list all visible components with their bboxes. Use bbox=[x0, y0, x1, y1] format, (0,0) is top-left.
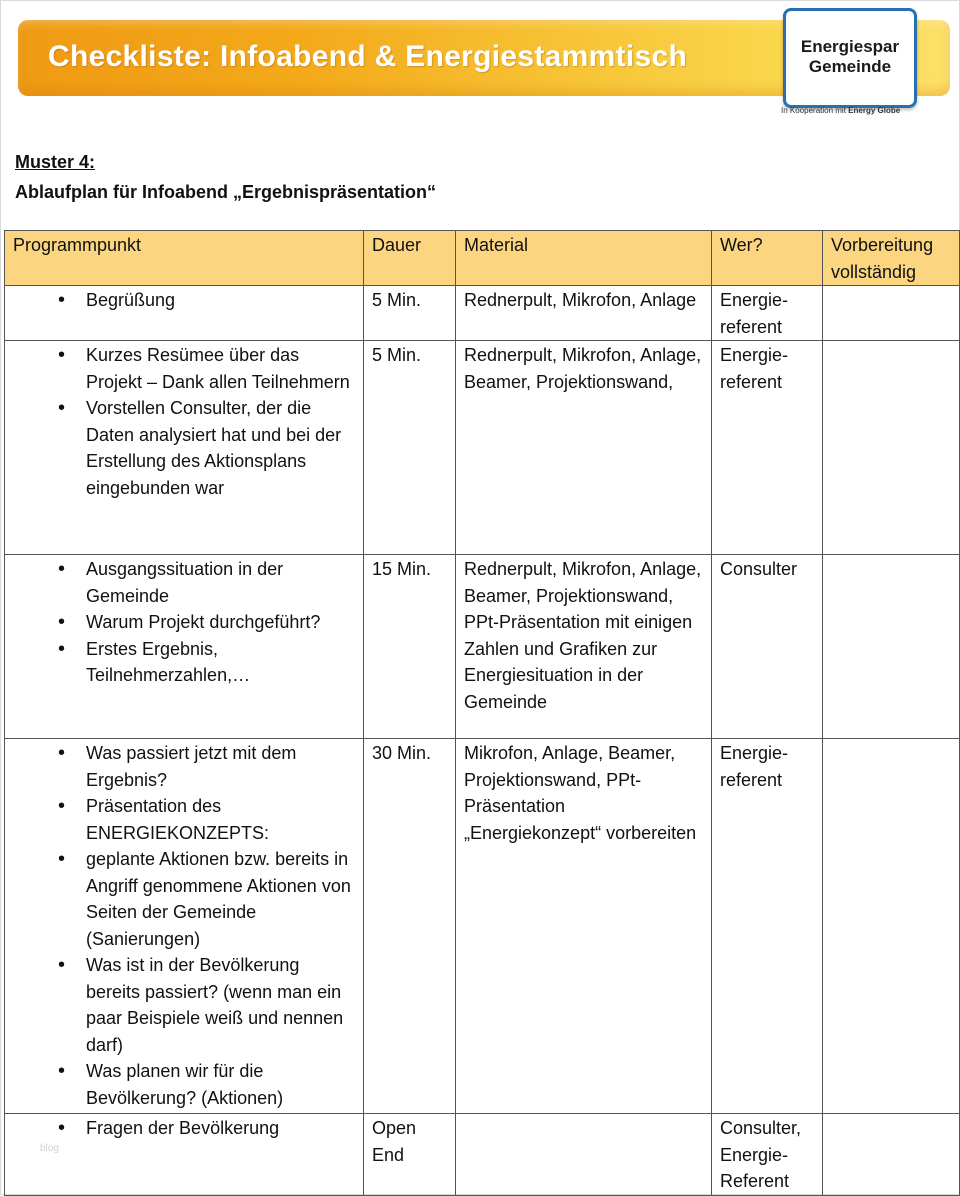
dauer-cell: 15 Min. bbox=[364, 555, 456, 739]
material-cell: Mikrofon, Anlage, Beamer, Projektionswand, PPt-Präsentation „Energiekonzept“ vorbereiten bbox=[456, 739, 712, 1114]
list-item: • Fragen der Bevölkerung bbox=[13, 1115, 355, 1142]
vorbereitung-cell bbox=[823, 1114, 960, 1196]
vorbereitung-cell bbox=[823, 286, 960, 341]
programmpunkt-cell bbox=[5, 739, 364, 1114]
programmpunkt-cell bbox=[5, 1114, 364, 1196]
wer-cell: Energie-referent bbox=[712, 286, 823, 341]
vorbereitung-cell bbox=[823, 739, 960, 1114]
logo-line-1: Energiespar bbox=[800, 37, 900, 56]
dauer-cell: 5 Min. bbox=[364, 341, 456, 555]
banner-title: Checkliste: Infoabend & Energiestammtisch bbox=[48, 40, 688, 73]
logo-line-2: Gemeinde bbox=[808, 57, 892, 76]
programmpunkt-cell bbox=[5, 286, 364, 341]
energiespar-gemeinde-logo bbox=[783, 8, 917, 108]
table-row bbox=[5, 1114, 960, 1196]
wer-cell: Consulter, Energie-Referent bbox=[712, 1114, 823, 1196]
vorbereitung-cell bbox=[823, 555, 960, 739]
wer-cell: Energie-referent bbox=[712, 341, 823, 555]
list-item: • Vorstellen Consulter, der die Daten analysiert hat und bei der Erstellung des Aktionsplans eingebunden war bbox=[13, 395, 355, 501]
list-item: • Warum Projekt durchgeführt? bbox=[13, 609, 355, 636]
material-cell: Rednerpult, Mikrofon, Anlage bbox=[456, 286, 712, 341]
programmpunkt-cell bbox=[5, 341, 364, 555]
table-row bbox=[5, 286, 960, 341]
logo-sub-prefix: In Kooperation mit bbox=[781, 106, 846, 115]
programmpunkt-cell bbox=[5, 555, 364, 739]
list-item: • Präsentation des ENERGIEKONZEPTS: bbox=[13, 793, 355, 846]
dauer-cell: Open End bbox=[364, 1114, 456, 1196]
logo-sub-brand: Energy Globe bbox=[848, 106, 901, 115]
header-dauer: Dauer bbox=[364, 231, 456, 286]
list-item: • Was passiert jetzt mit dem Ergebnis? bbox=[13, 740, 355, 793]
material-cell bbox=[456, 1114, 712, 1196]
watermark: blog bbox=[40, 1143, 59, 1154]
vorbereitung-cell bbox=[823, 341, 960, 555]
wer-cell: Consulter bbox=[712, 555, 823, 739]
header-programmpunkt: Programmpunkt bbox=[5, 231, 364, 286]
header-wer: Wer? bbox=[712, 231, 823, 286]
list-item: • Begrüßung bbox=[13, 287, 355, 314]
list-item: • Was planen wir für die Bevölkerung? (Aktionen) bbox=[13, 1058, 355, 1111]
dauer-cell: 30 Min. bbox=[364, 739, 456, 1114]
muster-label: Muster 4: bbox=[15, 152, 96, 172]
material-cell: Rednerpult, Mikrofon, Anlage, Beamer, Projektionswand, bbox=[456, 341, 712, 555]
header-vorbereitung: Vorbereitung vollständig bbox=[823, 231, 960, 286]
dauer-cell: 5 Min. bbox=[364, 286, 456, 341]
schedule-table bbox=[4, 230, 960, 1196]
list-item: • Ausgangssituation in der Gemeinde bbox=[13, 556, 355, 609]
material-cell: Rednerpult, Mikrofon, Anlage, Beamer, Projektionswand, PPt-Präsentation mit einigen Zahlen und Grafiken zur Energiesituation in der Gemeinde bbox=[456, 555, 712, 739]
list-item: • geplante Aktionen bzw. bereits in Angriff genommene Aktionen von Seiten der Gemeinde (Sanierungen) bbox=[13, 846, 355, 952]
table-row bbox=[5, 555, 960, 739]
table-row bbox=[5, 739, 960, 1114]
logo-subline bbox=[781, 106, 921, 115]
list-item: • Erstes Ergebnis, Teilnehmerzahlen,… bbox=[13, 636, 355, 689]
table-row bbox=[5, 341, 960, 555]
list-item: • Was ist in der Bevölkerung bereits passiert? (wenn man ein paar Beispiele weiß und nennen darf) bbox=[13, 952, 355, 1058]
table-header-row bbox=[5, 231, 960, 286]
list-item: • Kurzes Resümee über das Projekt – Dank allen Teilnehmern bbox=[13, 342, 355, 395]
wer-cell: Energie-referent bbox=[712, 739, 823, 1114]
header-material: Material bbox=[456, 231, 712, 286]
document-subtitle: Ablaufplan für Infoabend „Ergebnispräsentation“ bbox=[15, 182, 437, 202]
